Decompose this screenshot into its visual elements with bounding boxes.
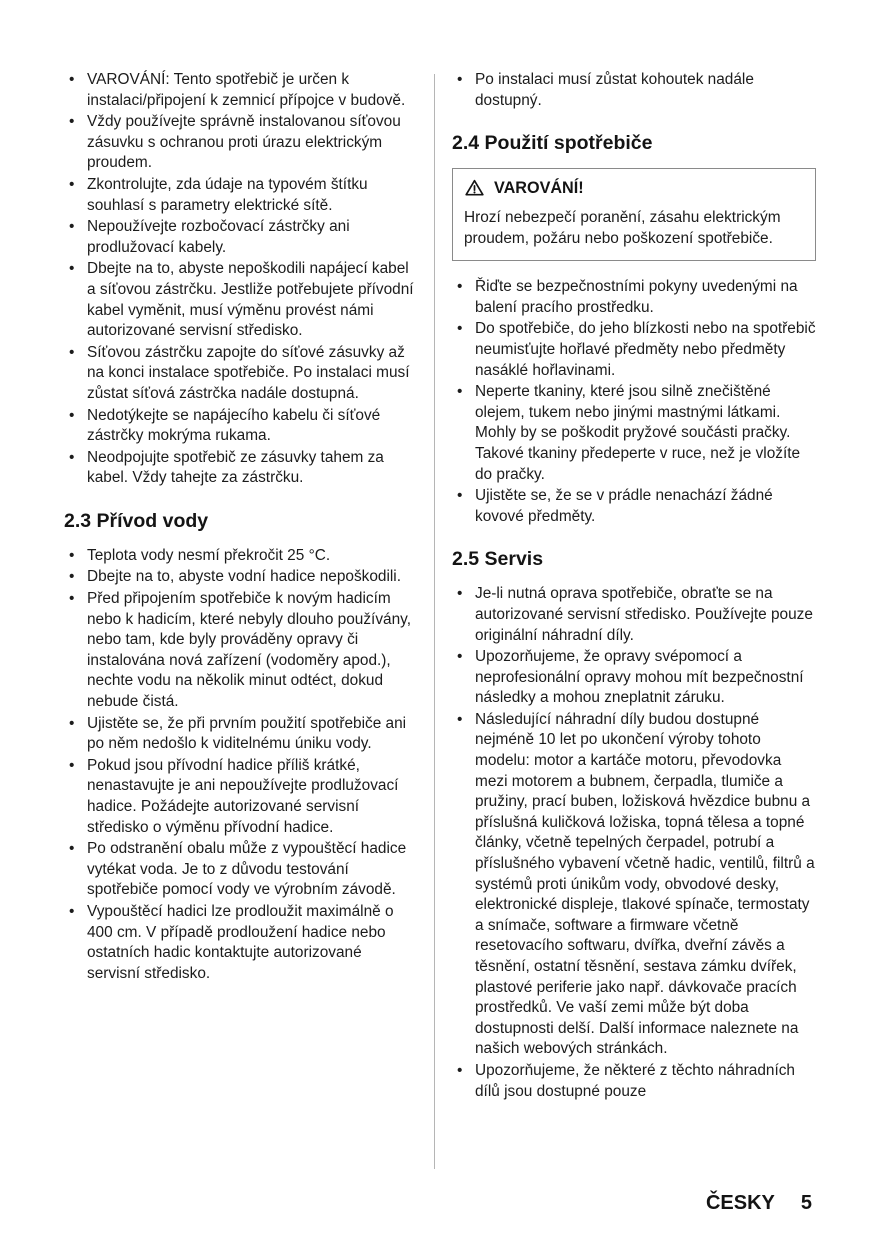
list-item: • VAROVÁNÍ: Tento spotřebič je určen k instalaci/připojení k zemnicí přípojce v budově.: [64, 70, 416, 111]
list-item: • Zkontrolujte, zda údaje na typovém štítku souhlasí s parametry elektrické sítě.: [64, 175, 416, 216]
list-item: • Teplota vody nesmí překročit 25 °C.: [64, 546, 416, 567]
list-item: • Síťovou zástrčku zapojte do síťové zásuvky až na konci instalace spotřebiče. Po instalaci musí zůstat síťová zástrčka nadále dostupná.: [64, 343, 416, 405]
list-item: • Vypouštěcí hadici lze prodloužit maximálně o 400 cm. V případě prodloužení hadice nebo ostatních hadic kontaktujte autorizované servisní středisko.: [64, 902, 416, 984]
section-heading-water-supply: 2.3 Přívod vody: [64, 509, 209, 532]
section-heading-appliance-use: 2.4 Použití spotřebiče: [452, 132, 653, 155]
right-column: [452, 70, 816, 1169]
footer-page-number: 5: [800, 1192, 812, 1214]
list-item: • Vždy používejte správně instalovanou síťovou zásuvku s ochranou proti úrazu elektrickým proudem.: [64, 112, 416, 174]
list-item: • Do spotřebiče, do jeho blízkosti nebo na spotřebič neumisťujte hořlavé předměty nebo předměty nasáklé hořlavinami.: [452, 319, 816, 381]
bullet-list: [452, 70, 816, 111]
list-item: • Před připojením spotřebiče k novým hadicím nebo k hadicím, které nebyly dlouho používány, nebo tam, kde byly prováděny opravy či instalována nová zařízení (vodoměry apod.), nechte vodu na několik minut odtéct, dokud nebude čistá.: [64, 589, 416, 713]
list-item: • Je-li nutná oprava spotřebiče, obraťte se na autorizované servisní středisko. Používejte pouze originální náhradní díly.: [452, 584, 816, 646]
list-item: • Po instalaci musí zůstat kohoutek nadále dostupný.: [452, 70, 816, 111]
list-item: • Upozorňujeme, že některé z těchto náhradních dílů jsou dostupné pouze: [452, 1061, 816, 1102]
page-footer: [706, 1192, 812, 1215]
footer-language-label: ČESKY: [705, 1192, 775, 1214]
list-item: • Po odstranění obalu může z vypouštěcí hadice vytékat voda. Je to z důvodu testování spotřebiče pomocí vody ve výrobním závodě.: [64, 839, 416, 901]
list-item: • Ujistěte se, že se v prádle nenachází žádné kovové předměty.: [452, 486, 816, 527]
list-item: • Neodpojujte spotřebič ze zásuvky tahem za kabel. Vždy tahejte za zástrčku.: [64, 448, 416, 489]
list-item: • Upozorňujeme, že opravy svépomocí a neprofesionální opravy mohou mít bezpečnostní následky a mohou zneplatnit záruku.: [452, 647, 816, 709]
section-heading-service: 2.5 Servis: [452, 548, 544, 571]
list-item: • Nedotýkejte se napájecího kabelu či síťové zástrčky mokrýma rukama.: [64, 406, 416, 447]
list-item: • Neperte tkaniny, které jsou silně znečištěné olejem, tukem nebo jinými mastnými látkami. Mohly by se poškodit pryžové součásti pračky. Takové tkaniny předeperte v ruce, než je vložíte do pračky.: [452, 382, 816, 485]
bullet-list: [452, 277, 816, 527]
warning-text: Hrozí nebezpečí poranění, zásahu elektrickým proudem, požáru nebo poškození spotřebiče.: [464, 209, 781, 248]
warning-header: [464, 178, 804, 198]
warning-title: VAROVÁNÍ!: [494, 178, 584, 197]
list-item: • Pokud jsou přívodní hadice příliš krátké, nenastavujte je ani nepoužívejte prodlužovací hadice. Požádejte autorizované servisní středisko o výměnu přívodní hadice.: [64, 756, 416, 838]
list-item: • Nepoužívejte rozbočovací zástrčky ani prodlužovací kabely.: [64, 217, 416, 258]
list-item: • Následující náhradní díly budou dostupné nejméně 10 let po ukončení výroby tohoto modelu: motor a kartáče motoru, převodovka mezi motorem a bubnem, čerpadla, tlumiče a pružiny, prací buben, ložisková hvězdice bubnu a příslušná kuličková ložiska, topná tělesa a topné články, včetně tepelných čerpadel, potrubí a příslušného vybavení včetně hadic, ventilů, filtrů a systémů proti únikům vody, obvodové desky, elektronické displeje, tlakové spínače, termostaty a snímače, software a firmware včetně resetovacího softwaru, dvířka, dveřní závěs a těsnění, ostatní těsnění, sestava zámku dvířek, plastové periferie jako např. dávkovače pracích prostředků. Ve vaší zemi může být doba dostupnosti delší. Další informace naleznete na našich webových stránkách.: [452, 710, 816, 1060]
warning-box: [452, 168, 816, 261]
list-item: • Dbejte na to, abyste vodní hadice nepoškodili.: [64, 567, 416, 588]
warning-triangle-icon: [464, 178, 485, 198]
list-item: • Řiďte se bezpečnostními pokyny uvedenými na balení pracího prostředku.: [452, 277, 816, 318]
bullet-list: [452, 584, 816, 1102]
column-divider: [434, 74, 435, 1169]
list-item: • Ujistěte se, že při prvním použití spotřebiče ani po něm nedošlo k viditelnému úniku vody.: [64, 714, 416, 755]
bullet-list: [64, 546, 416, 984]
left-column: [64, 70, 416, 1169]
bullet-list: [64, 70, 416, 489]
list-item: • Dbejte na to, abyste nepoškodili napájecí kabel a síťovou zástrčku. Jestliže potřebujete přívodní kabel vyměnit, musí výměnu provést námi autorizované servisní středisko.: [64, 259, 416, 341]
